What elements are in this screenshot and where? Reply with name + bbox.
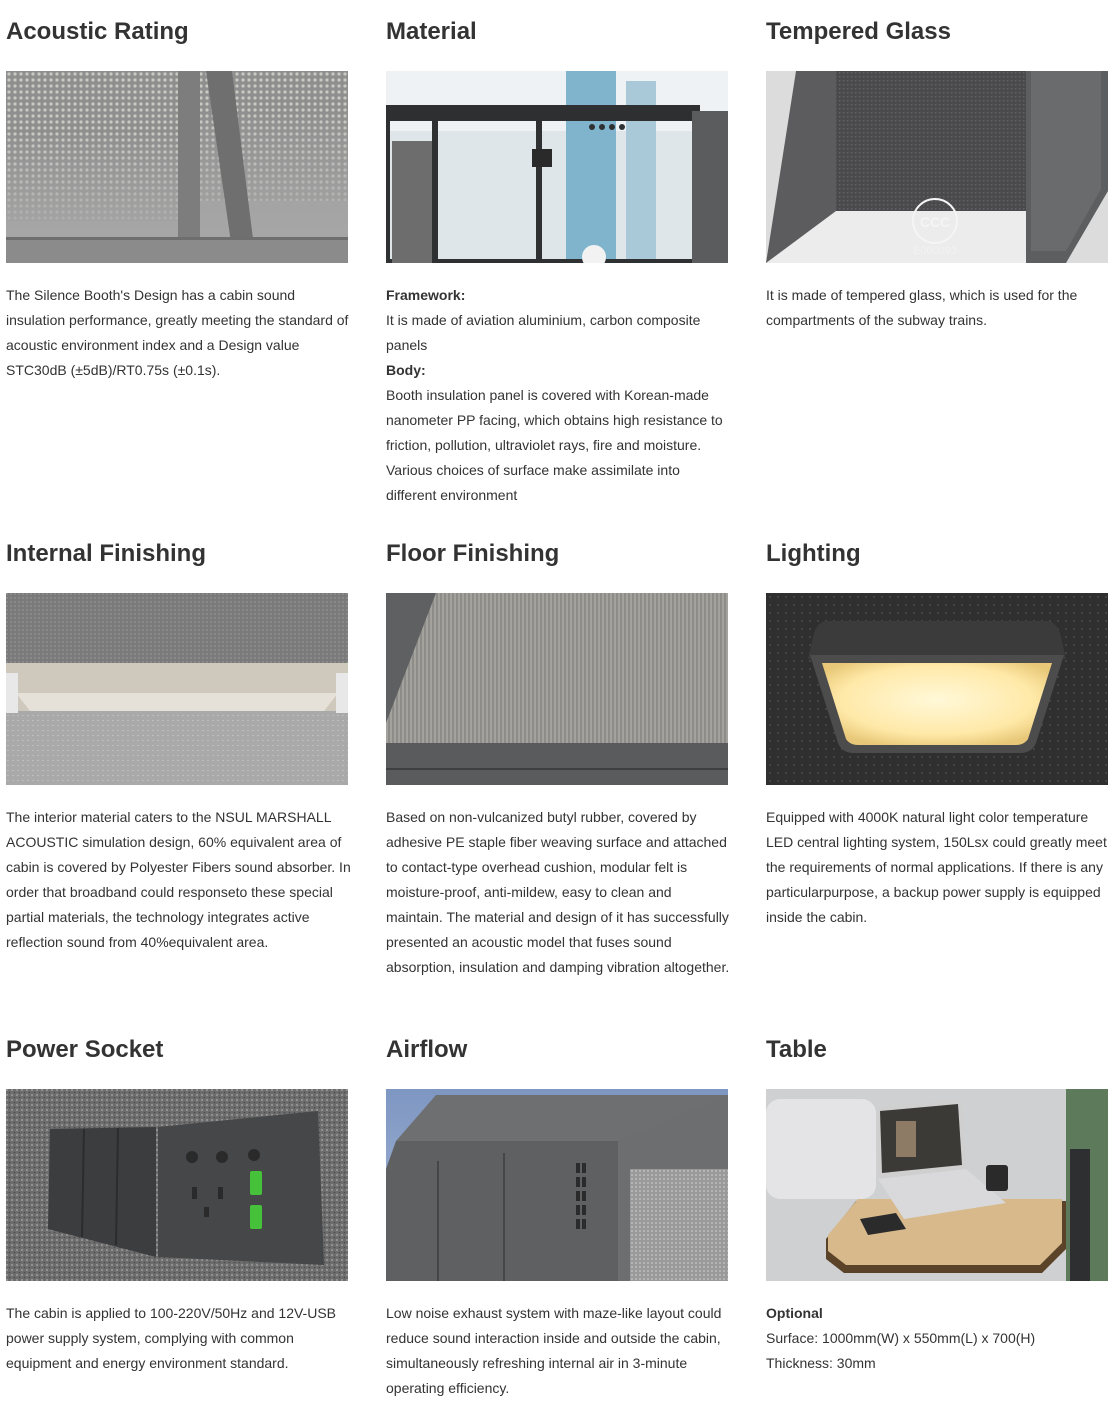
feature-card-airflow <box>386 1024 728 1396</box>
floor-finishing-illustration <box>386 593 728 785</box>
power-socket-illustration <box>6 1089 348 1281</box>
feature-card-floor-finishing <box>386 528 730 975</box>
description-text: Low noise exhaust system with maze-like layout could reduce sound interaction inside and outside the cabin, simultaneously refreshing internal air in 3-minute operating efficiency. <box>386 1305 722 1396</box>
description-text: Based on non-vulcanized butyl rubber, covered by adhesive PE staple fiber weaving surface and attached to contact-type overhead cushion, modular felt is moisture-proof, anti-mildew, easy to clean and maintain. The material and design of it has successfully presented an acoustic model that fuses sound absorption, insulation and damping vibration altogether. <box>386 809 730 975</box>
card-title: Tempered Glass <box>766 18 951 45</box>
stamp-code: E000093 <box>912 245 958 257</box>
description-text: The Silence Booth's Design has a cabin sound insulation performance, greatly meeting the standard of acoustic environment index and a Design value STC30dB (±5dB)/RT0.75s (±0.1s). <box>6 287 349 378</box>
card-description <box>766 1301 1112 1376</box>
feature-card-power-socket <box>6 1024 348 1371</box>
airflow-photo <box>386 1089 728 1281</box>
description-text: The interior material caters to the NSUL MARSHALL ACOUSTIC simulation design, 60% equivalent area of cabin is covered by Polyester Fibers sound absorber. In order that broadband could responseto these special partial materials, the technology integrates active reflection sound from 40%equivalent area. <box>6 809 351 950</box>
internal-finishing-illustration <box>6 593 348 785</box>
card-title: Internal Finishing <box>6 540 207 567</box>
lighting-illustration <box>766 593 1108 785</box>
card-description <box>766 283 1112 333</box>
framework-label: Framework: <box>386 287 466 303</box>
airflow-illustration <box>386 1089 728 1281</box>
acoustic-rating-photo <box>6 71 348 263</box>
usb-indicator-bottom <box>250 1205 262 1229</box>
description-text: Equipped with 4000K natural light color temperature LED central lighting system, 150Lsx could greatly meet the requirements of normal applications. If there is any particularpurpose, a backup power supply is equipped inside the cabin. <box>766 809 1107 925</box>
power-socket-photo <box>6 1089 348 1281</box>
body-text: Booth insulation panel is covered with Korean-made nanometer PP facing, which obtains high resistance to friction, pollution, ultraviolet rays, fire and moisture. Various choices of surface make assimilate into different environment <box>386 387 723 503</box>
card-title: Lighting <box>766 540 861 567</box>
card-title: Table <box>766 1036 827 1063</box>
card-description <box>6 805 352 955</box>
card-description <box>386 1301 732 1401</box>
card-description <box>6 283 352 383</box>
internal-finishing-photo <box>6 593 348 785</box>
card-description <box>766 805 1112 930</box>
card-title: Airflow <box>386 1036 468 1063</box>
card-title: Power Socket <box>6 1036 164 1063</box>
acoustic-rating-illustration <box>6 71 348 263</box>
card-description <box>386 283 732 508</box>
feature-card-material <box>386 6 728 503</box>
material-illustration <box>386 71 728 263</box>
card-description <box>6 1301 352 1376</box>
table-photo <box>766 1089 1108 1281</box>
feature-card-acoustic-rating <box>6 6 349 378</box>
table-illustration <box>766 1089 1108 1281</box>
body-label: Body: <box>386 362 426 378</box>
lighting-photo <box>766 593 1108 785</box>
optional-label: Optional <box>766 1305 823 1321</box>
feature-card-table <box>766 1024 1108 1371</box>
ccc-mark: CCC <box>919 214 951 230</box>
card-title: Floor Finishing <box>386 540 560 567</box>
thickness-text: Thickness: 30mm <box>766 1355 876 1371</box>
feature-card-internal-finishing <box>6 528 351 950</box>
tempered-glass-photo <box>766 71 1108 263</box>
framework-text: It is made of aviation aluminium, carbon composite panels <box>386 312 701 353</box>
material-photo <box>386 71 728 263</box>
tempered-glass-illustration <box>766 71 1108 263</box>
surface-text: Surface: 1000mm(W) x 550mm(L) x 700(H) <box>766 1330 1036 1346</box>
floor-finishing-photo <box>386 593 728 785</box>
feature-card-tempered-glass <box>766 6 1108 328</box>
description-text: The cabin is applied to 100-220V/50Hz and 12V-USB power supply system, complying with common equipment and energy environment standard. <box>6 1305 336 1371</box>
card-title: Acoustic Rating <box>6 18 189 45</box>
usb-indicator-top <box>250 1171 262 1195</box>
card-title: Material <box>386 18 477 45</box>
description-text: It is made of tempered glass, which is used for the compartments of the subway trains. <box>766 287 1078 328</box>
feature-card-lighting <box>766 528 1108 925</box>
card-description <box>386 805 732 980</box>
